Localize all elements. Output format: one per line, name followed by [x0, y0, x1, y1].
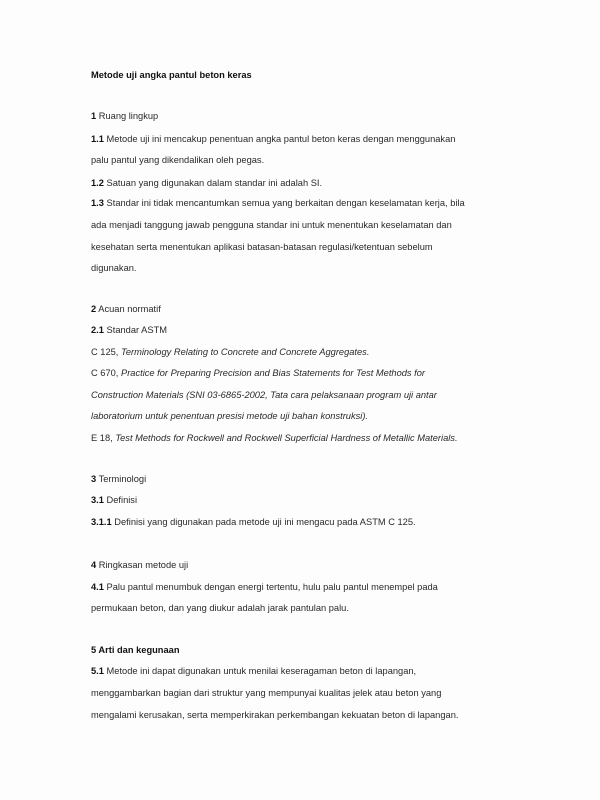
- reference-title: Terminology Relating to Concrete and Concrete Aggregates.: [121, 347, 370, 357]
- text-line: palu pantul yang dikendalikan oleh pegas.: [91, 155, 265, 165]
- clause-number: 1.2: [91, 178, 104, 188]
- text-line: Metode uji ini mencakup penentuan angka pantul beton keras dengan menggunakan: [106, 134, 456, 144]
- text-line: Satuan yang digunakan dalam standar ini adalah SI.: [106, 178, 323, 188]
- text-line: Definisi: [106, 495, 138, 505]
- text-line: Construction Materials (SNI 03-6865-2002, Tata cara pelaksanaan program uji antar: [91, 390, 437, 400]
- clause-number: 1.3: [91, 198, 104, 208]
- reference-c125: [91, 346, 369, 358]
- reference-c670: [91, 367, 425, 379]
- text-line: kesehatan serta menentukan aplikasi batasan-batasan regulasi/ketentuan sebelum: [91, 242, 433, 252]
- text-line: Definisi yang digunakan pada metode uji ini mengacu pada ASTM C 125.: [114, 517, 416, 527]
- section-title: Ruang lingkup: [98, 111, 159, 121]
- text-line: digunakan.: [91, 263, 137, 273]
- clause-number: 5.1: [91, 666, 104, 676]
- paragraph-3-1: [91, 494, 137, 506]
- section-title: Terminologi: [98, 474, 147, 484]
- reference-e18: [91, 432, 458, 444]
- section-5-heading: [91, 644, 180, 656]
- reference-code: C 125,: [91, 347, 119, 357]
- section-title: Ringkasan metode uji: [98, 560, 189, 570]
- text-line: mengalami kerusakan, serta memperkirakan perkembangan kekuatan beton di lapangan.: [91, 710, 459, 720]
- paragraph-1-3: [91, 197, 465, 209]
- text-line: laboratorium untuk penentuan presisi metode uji bahan konstruksi).: [91, 411, 369, 421]
- clause-number: 4.1: [91, 582, 104, 592]
- reference-title: Practice for Preparing Precision and Bias Statements for Test Methods for: [121, 368, 426, 378]
- section-number: 3: [91, 474, 97, 484]
- section-number: 4: [91, 560, 97, 570]
- section-4-heading: [91, 559, 188, 571]
- section-title: Acuan normatif: [98, 304, 161, 314]
- section-1-heading: [91, 110, 158, 122]
- reference-code: C 670,: [91, 368, 119, 378]
- text-line: menggambarkan bagian dari struktur yang mempunyai kualitas jelek atau beton yang: [91, 688, 442, 698]
- text-line: Standar ASTM: [106, 325, 167, 335]
- clause-number: 2.1: [91, 325, 104, 335]
- reference-title: [91, 389, 437, 401]
- section-title: 5 Arti dan kegunaan: [91, 645, 180, 655]
- clause-number: 3.1: [91, 495, 104, 505]
- reference-title: [91, 410, 368, 422]
- title-text: Metode uji angka pantul beton keras: [91, 70, 252, 80]
- clause-number: 1.1: [91, 134, 104, 144]
- reference-code: E 18,: [91, 433, 113, 443]
- section-3-heading: [91, 473, 146, 485]
- paragraph-5-1: [91, 665, 416, 677]
- paragraph-4-1: [91, 581, 438, 593]
- paragraph-3-1-1: [91, 516, 416, 528]
- paragraph-1-1: [91, 133, 455, 145]
- text-line: Palu pantul menumbuk dengan energi tertentu, hulu palu pantul menempel pada: [106, 582, 438, 592]
- text-line: Metode ini dapat digunakan untuk menilai keseragaman beton di lapangan,: [106, 666, 417, 676]
- section-number: 1: [91, 111, 97, 121]
- paragraph-1-2: [91, 177, 322, 189]
- reference-title: Test Methods for Rockwell and Rockwell Superficial Hardness of Metallic Materials.: [115, 433, 458, 443]
- text-line: ada menjadi tanggung jawab pengguna standar ini untuk menentukan keselamatan dan: [91, 220, 452, 230]
- document-title: [91, 69, 252, 81]
- text-line: permukaan beton, dan yang diukur adalah jarak pantulan palu.: [91, 603, 349, 613]
- text-line: Standar ini tidak mencantumkan semua yang berkaitan dengan keselamatan kerja, bila: [106, 198, 465, 208]
- section-number: 2: [91, 304, 97, 314]
- clause-number: 3.1.1: [91, 517, 112, 527]
- paragraph-2-1: [91, 324, 167, 336]
- section-2-heading: [91, 303, 161, 315]
